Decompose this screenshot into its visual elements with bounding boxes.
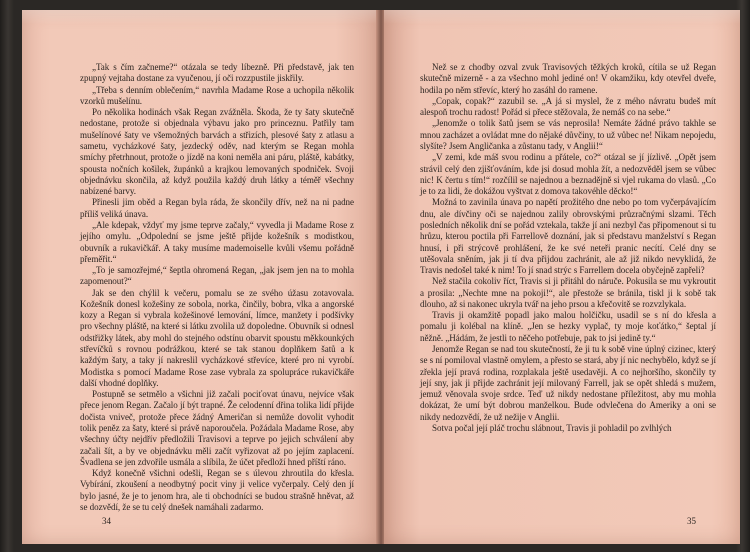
page-number: 35 [687,516,696,526]
paragraph: Jenomže Regan se nad tou skutečností, že ji tu k sobě vine úplný cizinec, který se s ní pomiloval vlastně omylem, a přesto se stará, aby jí nic nechybělo, když se jí zřekla její pravá rodina, rozplakala ještě usedavěji. A co nejhoršího, skončily ty její sny, jak ji přijde zachránit její milovaný Farrell, jak se opět shledá s mužem, jemuž věnovala svoje srdce. Teď už nikdy nedostane příležitost, aby mu mohla dokázat, že umí být dobrou manželkou. Bude odvlečena do Ameriky a oni se nikdy nedozvědí, že už nežije v Anglii. [420,344,716,422]
paragraph: Přinesli jim oběd a Regan byla ráda, že skončily dřív, než na ni padne příliš veliká únava. [80,197,354,219]
paragraph: Travis ji okamžitě popadl jako malou holčičku, usadil se s ní do křesla a pomalu ji kolébal na klíně. „Jen se hezky vyplač, ty moje koťátko,“ šeptal jí něžně. „Hádám, že jestli to něčeho potřebuje, pak to jsi jedině ty.“ [420,310,716,343]
paragraph: Postupně se setmělo a všichni již začali pociťovat únavu, nejvíce však přece jenom Regan. Začalo jí být trapné. Že celodenní dřina tolika lidí přijde dočista vniveč, protože přece žádný Američan si nemůže dovolit vyhodit tolik peněz za šaty, které si právě naporoučela. Požádala Madame Rose, aby všechny účty nejdřív předložili Travisovi a teprve po jejich schválení aby začali šít, a by ve objednávku měli začít vyřizovat až po jejím zaplacení. Švadlena se jen zdvořile usmála a slíbila, že účet předloží hned příští ráno. [80,389,354,467]
paragraph: „V zemi, kde máš svou rodinu a přátele, co?“ otázal se jí jízlivě. „Opět jsem strávil celý den zjišťováním, kde jsi dosud mohla žít, a nedozvěděl jsem se vůbec nic! K čertu s tím!“ rozčílil se najednou a beznadějně si vjel rukama do vlasů. „Co je to za lidi, že dokážou vyštvat z domova takovéhle děcko!“ [420,152,716,197]
left-page-text [22,62,378,513]
paragraph: „To je samozřejmé,“ šeptla ohromená Regan, „jak jsem jen na to mohla zapomenout?“ [80,265,354,287]
paragraph: Po několika hodinách však Regan zvážněla. Škoda, že ty šaty skutečně nedostane, protože si objednala výbavu jako pro princeznu. Patřily tam mušelínové šaty ve všemožných barvách a střizích, plesové šaty z atlasu a sametu, vycházkové šaty, jezdecký oděv, nad kterým se Regan mohla smíchy přetrhnout, protože o jízdě na koni neměla ani páru, pláště, kabátky, spousta nočních košilek, župánků a krajkou lemovaných spodniček. Svoji objednávku skončila, až když použila každý druh látky a téměř všechny nabízené barvy. [80,107,354,197]
paragraph: Když konečně všichni odešli, Regan se s úlevou zhroutila do křesla. Vybírání, zkoušení a neodbytný pocit viny ji velice vyčerpaly. Celý den jí bylo jasné, že je to jenom hra, ale ti obchodníci se budou strašně hněvat, až se dozvědí, že se tu celý dnešek namáhali zadarmo. [80,468,354,512]
paragraph: „Copak, copak?“ zazubil se. „A já si myslel, že z mého návratu budeš mít alespoň trochu radost! Pořád si přece stěžovala, že nemáš co na sebe.“ [420,95,716,118]
left-page [22,10,378,544]
paragraph: „Tak s čím začneme?“ otázala se tedy líbezně. Při představě, jak ten zpupný vejtaha dostane za vyučenou, jí oči rozzpustile jiskřily. [80,62,354,84]
paragraph: „Třeba s denním oblečením,“ navrhla Madame Rose a uchopila několik vzorků mušelínu. [80,84,354,106]
right-page [384,10,740,544]
paragraph: Než se z chodby ozval zvuk Travisových těžkých kroků, cítila se už Regan skutečně mizerně - a za všechno mohl jediné on! V okamžiku, kdy otevřel dveře, hodila po něm střevíc, který ho zasáhl do ramene. [420,62,716,95]
paragraph: Sotva počal její pláč trochu slábnout, Travis ji pohladil po zvlhlých [432,423,672,433]
paragraph: Než stačila cokoliv říct, Travis si ji přitáhl do náruče. Pokusila se mu vykroutit a prosila: „Nechte mne na pokoji!“, ale přestože se bránila, tiskl ji k sobě tak dlouho, až si nakonec ukryla tvář na jeho prsou a křečovitě se rozvzlykala. [420,276,716,309]
page-edge-shade [22,10,378,24]
paragraph: „Jenomže o tolik šatů jsem se vás neprosila! Nemáte žádné právo takhle se mnou zacházet a ovládat mne do nějaké důvčiny, to už vůbec ne! Nikam nepojedu, slyšíte? Jsem Angličanka a zůstanu tady, v Anglii!“ [420,118,716,151]
page-edge-shade [384,10,740,24]
page-number: 34 [102,516,111,526]
paragraph: Možná to zavinila únava po napětí prožitého dne nebo po tom vyčerpávajícím dnu, ale dívčiny oči se najednou zalily obrovskými průzračnými slzami. Těch posledních několik dní se pořád vztekala, takže jí ani nezbyl čas připomenout si tu hrůzu, kterou poctila při Farrellově doznání, jak si představu manželství s Regan hnusí, i při strýcově prohlášení, že ke své neteři pranic necítí. Celé dny se utěšovala sněním, jak ji tí dva přijdou zachránit, ale až již nikdo nevyklidá, že Travis nedošel také k nim! To jí snad strýc s Farrellem docela obyčejně zapřeli? [420,197,716,276]
paragraph: Jak se den chýlil k večeru, pomalu se ze svého úžasu zotavovala. Kožešník donesl kožešiny ze sobola, norka, činčily, bobra, vlka a angorské kozy a Regan si vybrala kožešinové lemování, límce, manžety i podšívky pro všechny pláště, na které si látku zvolila už dopoledne. Obuvník si odnesl odstřižky látek, aby mohl do stejného odstínu obarvit spoustu měkkounkých střevíčků s rovnou podrážkou, které se tak stanou doplňkem šatů a k každým šaty, a taky jí nakreslil vycházkové střevíce, které pro ni vyrobí. Modistka s pomocí Madame Rose zase vybrala za spolupráce rukavičkáře další vhodné doplňky. [80,287,354,388]
right-page-text [384,62,740,434]
paragraph: „Ale kdepak, vždyť my jsme teprve začaly,“ vyvedla ji Madame Rose z jejího omylu. „Odpolední se jsme ještě přijde kožešník s modistkou, obuvník a rukavičkář. A taky musíme mademoiselle kvůli všemu pořádně přeměřit.“ [80,219,354,264]
